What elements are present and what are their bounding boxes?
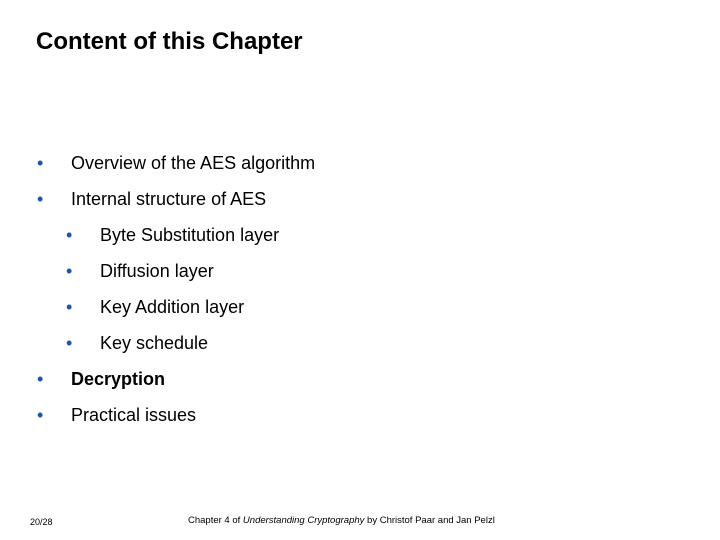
bullet-text: Decryption xyxy=(71,369,166,389)
bullet-text: Key schedule xyxy=(100,333,209,353)
bullet-icon: • xyxy=(66,297,73,317)
footer-prefix: Chapter 4 of xyxy=(188,515,243,526)
bullet-icon: • xyxy=(37,369,44,389)
bullet-icon: • xyxy=(66,225,73,245)
bullet-text: Key Addition layer xyxy=(100,297,245,317)
bullet-text: Diffusion layer xyxy=(100,261,214,281)
page-number: 20/28 xyxy=(30,517,53,527)
bullet-text: Internal structure of AES xyxy=(71,189,267,209)
bullet-icon: • xyxy=(37,153,44,173)
bullet-text: Byte Substitution layer xyxy=(100,225,280,245)
bullet-icon: • xyxy=(66,261,73,281)
bullet-text: Overview of the AES algorithm xyxy=(71,153,316,173)
footer-book-title: Understanding Cryptography xyxy=(242,515,365,526)
bullet-icon: • xyxy=(37,405,44,425)
slide-title: Content of this Chapter xyxy=(36,28,303,55)
bullet-icon: • xyxy=(37,189,44,209)
bullet-text: Practical issues xyxy=(71,405,197,425)
footer-suffix: by Christof Paar and Jan Pelzl xyxy=(364,515,495,526)
bullet-icon: • xyxy=(66,333,73,353)
footer-citation xyxy=(188,515,495,526)
